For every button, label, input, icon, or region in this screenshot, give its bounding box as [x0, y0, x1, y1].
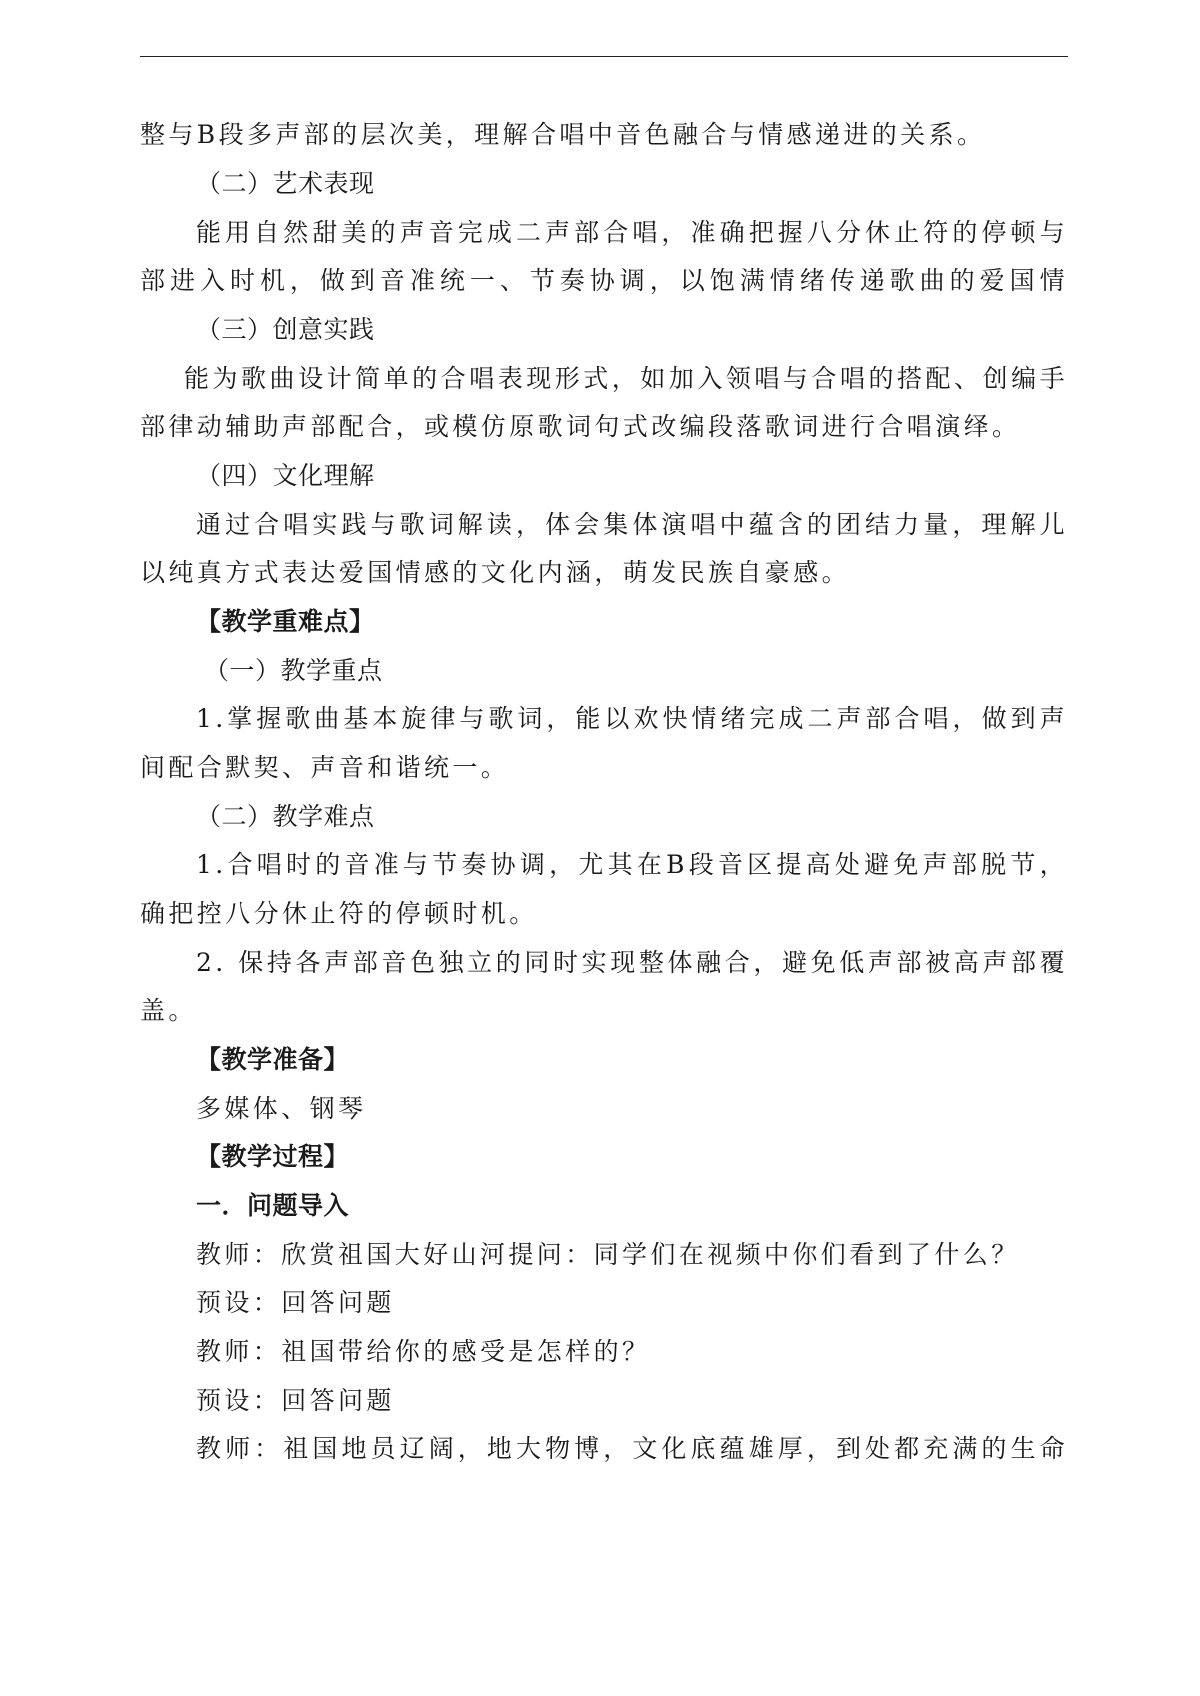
paragraph-line: 预设：回答问题 — [196, 1288, 395, 1317]
paragraph-line: 教师：祖国带给你的感受是怎样的？ — [196, 1337, 651, 1366]
paragraph-line: 盖。 — [140, 996, 197, 1025]
paragraph-line: 1.合唱时的音准与节奏协调，尤其在B段音区提高处避免声部脱节， — [196, 850, 1068, 879]
paragraph-line: 能用自然甜美的声音完成二声部合唱，准确把握八分休止符的停顿与 — [196, 218, 1068, 247]
heading-teaching-process: 【教学过程】 — [196, 1142, 350, 1171]
paragraph-line: 能为歌曲设计简单的合唱表现形式，如加入领唱与合唱的搭配、创编手 — [184, 364, 1068, 393]
section-heading-artistic-expression: （二）艺术表现 — [196, 169, 375, 198]
header-rule — [140, 56, 1068, 57]
paragraph-line: 确把控八分休止符的停顿时机。 — [140, 899, 538, 928]
section-heading-creative-practice: （三）创意实践 — [196, 315, 375, 344]
paragraph-line: 间配合默契、声音和谐统一。 — [140, 753, 510, 782]
section-heading-key-points: （一）教学重点 — [204, 656, 383, 685]
paragraph-line: 整与B段多声部的层次美，理解合唱中音色融合与情感递进的关系。 — [140, 120, 986, 149]
section-heading-cultural-understanding: （四）文化理解 — [196, 461, 375, 490]
section-heading-question-intro: 一．问题导入 — [196, 1191, 350, 1220]
paragraph-line: 部律动辅助声部配合，或模仿原歌词句式改编段落歌词进行合唱演绎。 — [140, 412, 1021, 441]
paragraph-line: 2. 保持各声部音色独立的同时实现整体融合，避免低声部被高声部覆 — [196, 948, 1068, 977]
paragraph-line: 通过合唱实践与歌词解读，体会集体演唱中蕴含的团结力量，理解儿 — [196, 510, 1068, 539]
section-heading-difficulties: （二）教学难点 — [196, 802, 375, 831]
paragraph-line: 预设：回答问题 — [196, 1386, 395, 1415]
paragraph-line: 以纯真方式表达爱国情感的文化内涵，萌发民族自豪感。 — [140, 558, 851, 587]
paragraph-line: 多媒体、钢琴 — [196, 1094, 367, 1123]
heading-teaching-key-points: 【教学重难点】 — [196, 607, 375, 636]
paragraph-line: 教师：欣赏祖国大好山河提问：同学们在视频中你们看到了什么？ — [196, 1240, 1020, 1269]
paragraph-line: 部进入时机，做到音准统一、节奏协调，以饱满情绪传递歌曲的爱国情 — [140, 266, 1068, 295]
paragraph-line: 教师：祖国地员辽阔，地大物博，文化底蕴雄厚，到处都充满的生命 — [196, 1434, 1068, 1463]
paragraph-line: 1.掌握歌曲基本旋律与歌词，能以欢快情绪完成二声部合唱，做到声 — [196, 704, 1068, 733]
heading-teaching-preparation: 【教学准备】 — [196, 1045, 350, 1074]
